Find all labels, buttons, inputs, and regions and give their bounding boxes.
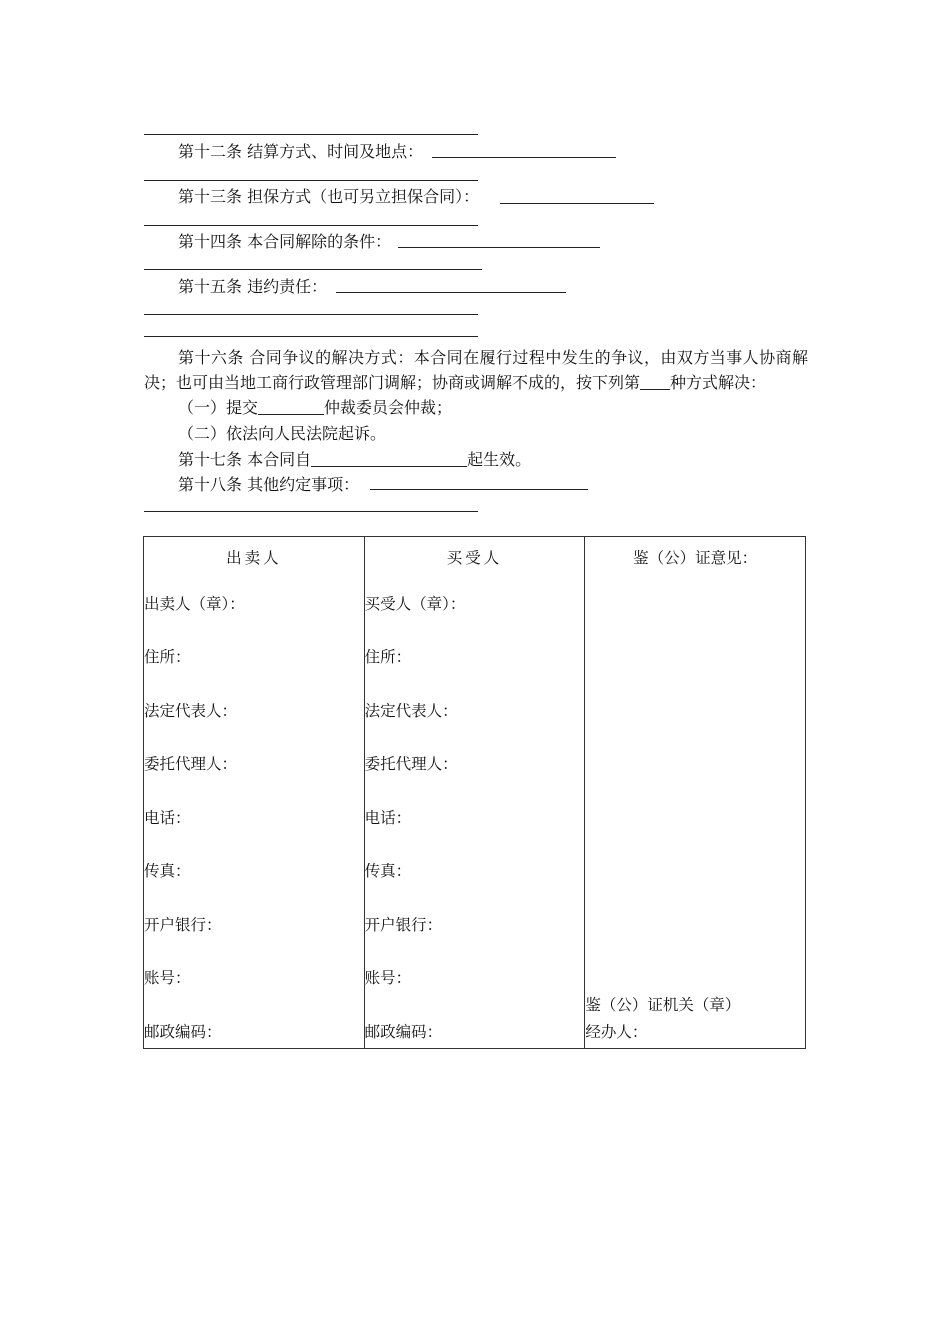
clause-18-blank[interactable] [370,489,588,490]
buyer-phone-field: 电话： [364,809,412,827]
blank-line [144,180,478,181]
option-1-prefix: （一）提交 [178,398,259,417]
clause-13: 第十三条 担保方式（也可另立担保合同）： [178,187,480,206]
clause-12: 第十二条 结算方式、时间及地点： [178,142,424,161]
clause-17-prefix: 第十七条 本合同自 [178,450,312,469]
notary-header: 鉴（公）证意见： [633,549,758,567]
clause-16-text-end: 种方式解决： [670,373,767,392]
buyer-agent-field: 委托代理人： [364,755,458,773]
buyer-seal-field: 买受人（章）： [364,595,466,613]
option-1-suffix: 仲裁委员会仲裁； [324,398,453,417]
blank-line [144,134,478,135]
clause-16-option-1 [178,398,452,418]
clause-14-blank[interactable] [398,247,600,248]
notary-seal-field: 鉴（公）证机关（章） [585,996,741,1014]
clause-15-blank[interactable] [336,292,566,293]
seller-seal-field: 出卖人（章）： [144,595,245,613]
clause-17-suffix: 起生效。 [467,450,532,469]
buyer-postcode-field: 邮政编码： [364,1023,443,1041]
clause-13-blank[interactable] [500,203,654,204]
buyer-fax-field: 传真： [364,862,412,880]
seller-bank-field: 开户银行： [144,916,222,934]
seller-agent-field: 委托代理人： [144,755,238,773]
buyer-header: 买受人 [446,549,503,567]
buyer-legal-rep-field: 法定代表人： [364,702,458,720]
clause-17-blank[interactable] [311,450,467,467]
clause-16 [144,345,808,395]
seller-header: 出卖人 [226,549,282,567]
blank-line [144,225,478,226]
seller-legal-rep-field: 法定代表人： [144,702,238,720]
seller-address-field: 住所： [144,648,191,666]
option-1-blank[interactable] [258,398,324,415]
signature-table [143,536,806,1049]
seller-fax-field: 传真： [144,862,191,880]
clause-16-option-2: （二）依法向人民法院起诉。 [178,424,387,443]
seller-phone-field: 电话： [144,809,191,827]
blank-line [144,511,478,512]
seller-postcode-field: 邮政编码： [144,1023,222,1041]
blank-line [144,269,482,270]
buyer-address-field: 住所： [364,648,412,666]
clause-16-blank[interactable] [640,373,670,390]
clause-16-text: 第十六条 合同争议的解决方式：本合同在履行过程中发生的争议，由双方当事人协商解决；也可由当地工商行政管理部门调解；协商或调解不成的，按下列第 [144,348,808,392]
buyer-bank-field: 开户银行： [364,916,443,934]
buyer-column [364,537,585,1049]
blank-line [144,336,478,337]
clause-12-blank[interactable] [432,157,616,158]
clause-17 [178,450,531,470]
blank-line [144,314,478,315]
seller-account-field: 账号： [144,969,191,987]
clause-14: 第十四条 本合同解除的条件： [178,232,392,251]
buyer-account-field: 账号： [364,969,412,987]
notary-agent-field: 经办人： [585,1023,648,1041]
clause-15: 第十五条 违约责任： [178,277,328,296]
clause-18: 第十八条 其他约定事项： [178,475,360,494]
seller-column [144,537,365,1049]
notary-column [585,537,806,1049]
